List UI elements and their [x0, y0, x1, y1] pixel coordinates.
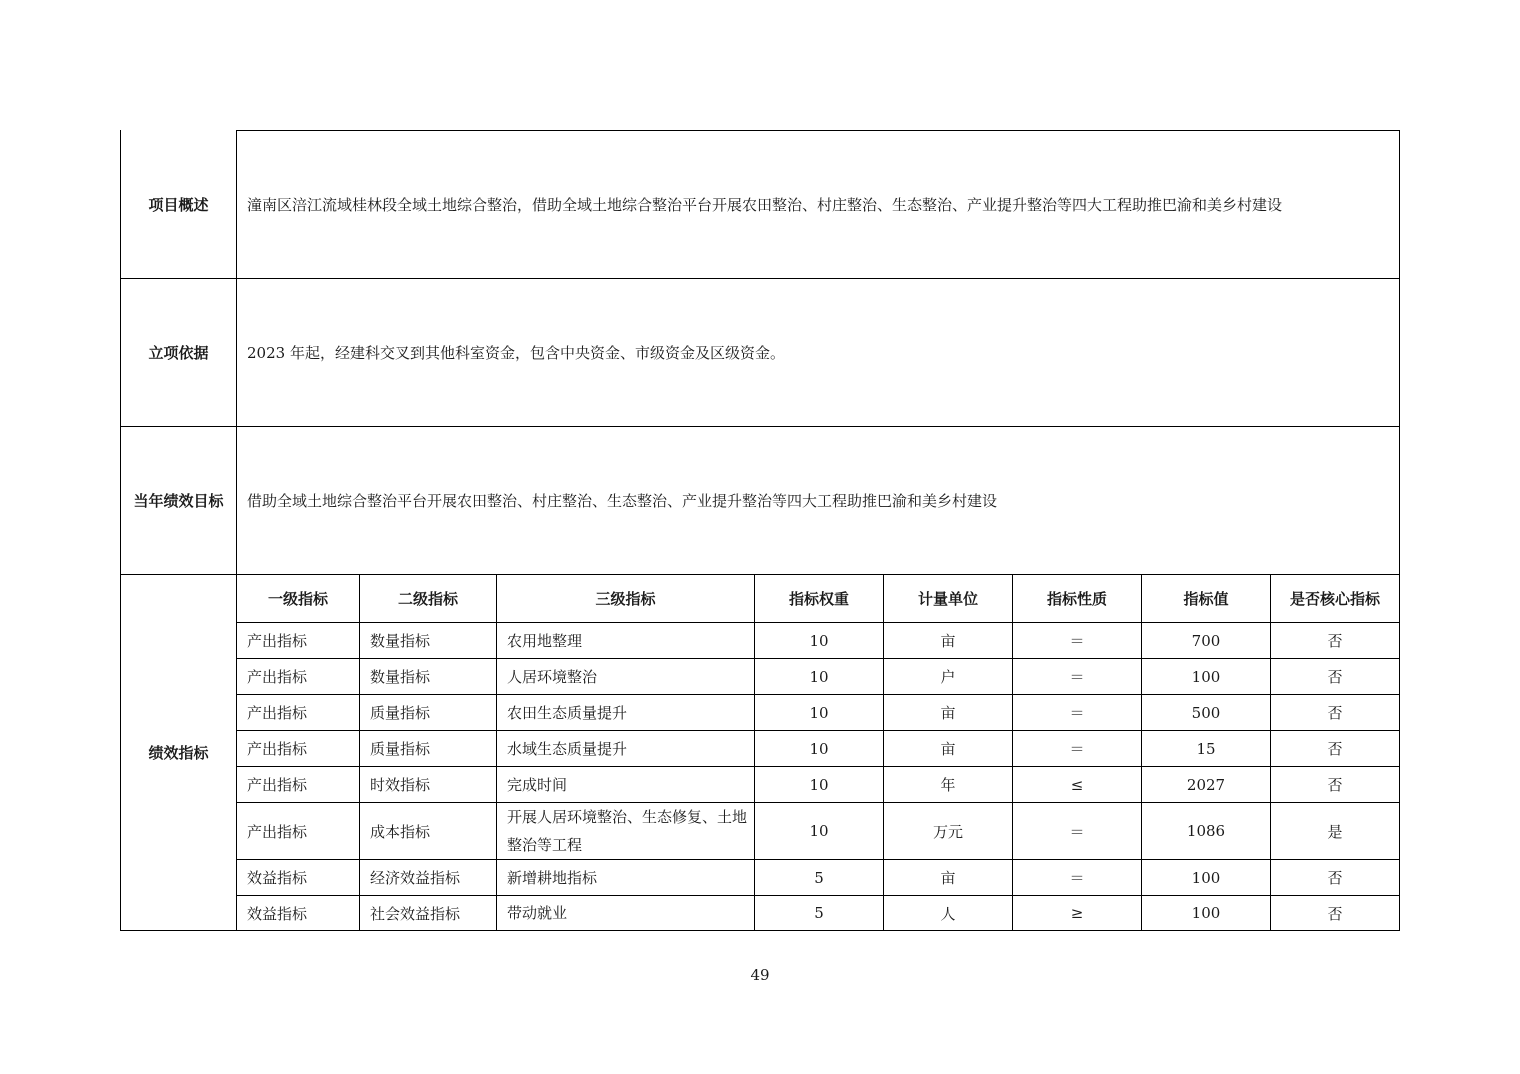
- table-cell: 700: [1191, 631, 1221, 650]
- table-cell: 产出指标: [247, 740, 308, 758]
- table-cell: 否: [1327, 740, 1343, 758]
- table-cell: ＝: [1069, 869, 1085, 887]
- table-cell: 100: [1191, 868, 1221, 887]
- overview-text: 潼南区涪江流域桂林段全域土地综合整治，借助全域土地综合整治平台开展农田整治、村庄整治、生态整治、产业提升整治等四大工程助推巴渝和美乡村建设: [247, 195, 1283, 214]
- table-cell: 15: [1196, 739, 1216, 758]
- page-number: 49: [750, 966, 770, 984]
- table-cell: 亩: [940, 632, 956, 650]
- column-header: 是否核心指标: [1289, 590, 1380, 608]
- table-cell: 10: [809, 775, 829, 794]
- table-cell: 带动就业: [507, 904, 568, 922]
- goal-text: 借助全域土地综合整治平台开展农田整治、村庄整治、生态整治、产业提升整治等四大工程助推巴渝和美乡村建设: [247, 491, 998, 510]
- table-cell: 效益指标: [247, 869, 308, 887]
- table-cell: 100: [1191, 904, 1221, 922]
- column-header: 指标值: [1183, 590, 1229, 608]
- table-cell: 亩: [940, 740, 956, 758]
- table-cell: 5: [814, 868, 824, 887]
- table-cell: 质量指标: [370, 704, 431, 722]
- table-cell: 开展人居环境整治、生态修复、土地整治等工程: [507, 808, 748, 854]
- table-cell: 亩: [940, 869, 956, 887]
- table-cell: 产出指标: [247, 704, 308, 722]
- table-cell: 水域生态质量提升: [507, 739, 628, 758]
- table-cell: 10: [809, 703, 829, 722]
- table-cell: 1086: [1186, 822, 1226, 840]
- column-header: 二级指标: [397, 590, 458, 608]
- table-cell: 农用地整理: [507, 631, 583, 650]
- table-cell: 效益指标: [247, 904, 308, 923]
- table-cell: 2027: [1186, 775, 1226, 794]
- table-cell: 数量指标: [370, 632, 431, 650]
- table-border: [1399, 130, 1400, 931]
- table-cell: 成本指标: [370, 822, 431, 841]
- indicators-label: 绩效指标: [148, 743, 209, 762]
- table-cell: ≥: [1070, 904, 1084, 922]
- table-cell: 100: [1191, 667, 1221, 686]
- table-cell: 产出指标: [247, 776, 308, 794]
- table-cell: 经济效益指标: [370, 869, 461, 887]
- table-cell: 人: [940, 904, 956, 923]
- table-cell: 万元: [932, 822, 963, 841]
- table-cell: 数量指标: [370, 668, 431, 686]
- table-cell: 完成时间: [507, 775, 568, 794]
- table-cell: 10: [809, 667, 829, 686]
- basis-label: 立项依据: [148, 343, 209, 362]
- basis-text: 2023 年起，经建科交叉到其他科室资金，包含中央资金、市级资金及区级资金。: [247, 343, 785, 362]
- column-header: 一级指标: [267, 590, 328, 608]
- table-cell: 500: [1191, 703, 1221, 722]
- table-cell: ＝: [1069, 740, 1085, 758]
- table-cell: 农田生态质量提升: [507, 703, 628, 722]
- table-cell: 社会效益指标: [370, 904, 461, 923]
- table-cell: 质量指标: [370, 740, 431, 758]
- table-cell: ≤: [1070, 775, 1084, 794]
- table-cell: 否: [1327, 776, 1343, 794]
- table-cell: 否: [1327, 632, 1343, 650]
- table-cell: ＝: [1069, 704, 1085, 722]
- table-cell: 5: [814, 904, 824, 922]
- column-header: 指标权重: [788, 590, 849, 608]
- table-border: [120, 930, 1400, 931]
- table-cell: 年: [940, 776, 956, 794]
- table-cell: 产出指标: [247, 822, 308, 841]
- table-cell: 否: [1327, 668, 1343, 686]
- table-cell: 新增耕地指标: [507, 868, 598, 887]
- column-header: 三级指标: [595, 590, 656, 608]
- column-header: 计量单位: [917, 590, 978, 608]
- table-cell: 是: [1327, 822, 1343, 841]
- table-cell: ＝: [1069, 668, 1085, 686]
- table-cell: 10: [809, 822, 829, 840]
- table-cell: 亩: [940, 704, 956, 722]
- table-cell: 人居环境整治: [507, 667, 598, 686]
- table-cell: 否: [1327, 904, 1343, 923]
- overview-label: 项目概述: [148, 195, 209, 214]
- table-cell: ＝: [1069, 632, 1085, 650]
- table-cell: 时效指标: [370, 776, 431, 794]
- table-cell: 10: [809, 631, 829, 650]
- table-cell: 否: [1327, 704, 1343, 722]
- table-cell: 否: [1327, 869, 1343, 887]
- table-cell: ＝: [1069, 822, 1085, 841]
- table-cell: 户: [940, 668, 956, 686]
- table-cell: 10: [809, 739, 829, 758]
- table-cell: 产出指标: [247, 668, 308, 686]
- goal-label: 当年绩效目标: [133, 491, 224, 510]
- column-header: 指标性质: [1046, 590, 1107, 608]
- table-cell: 产出指标: [247, 632, 308, 650]
